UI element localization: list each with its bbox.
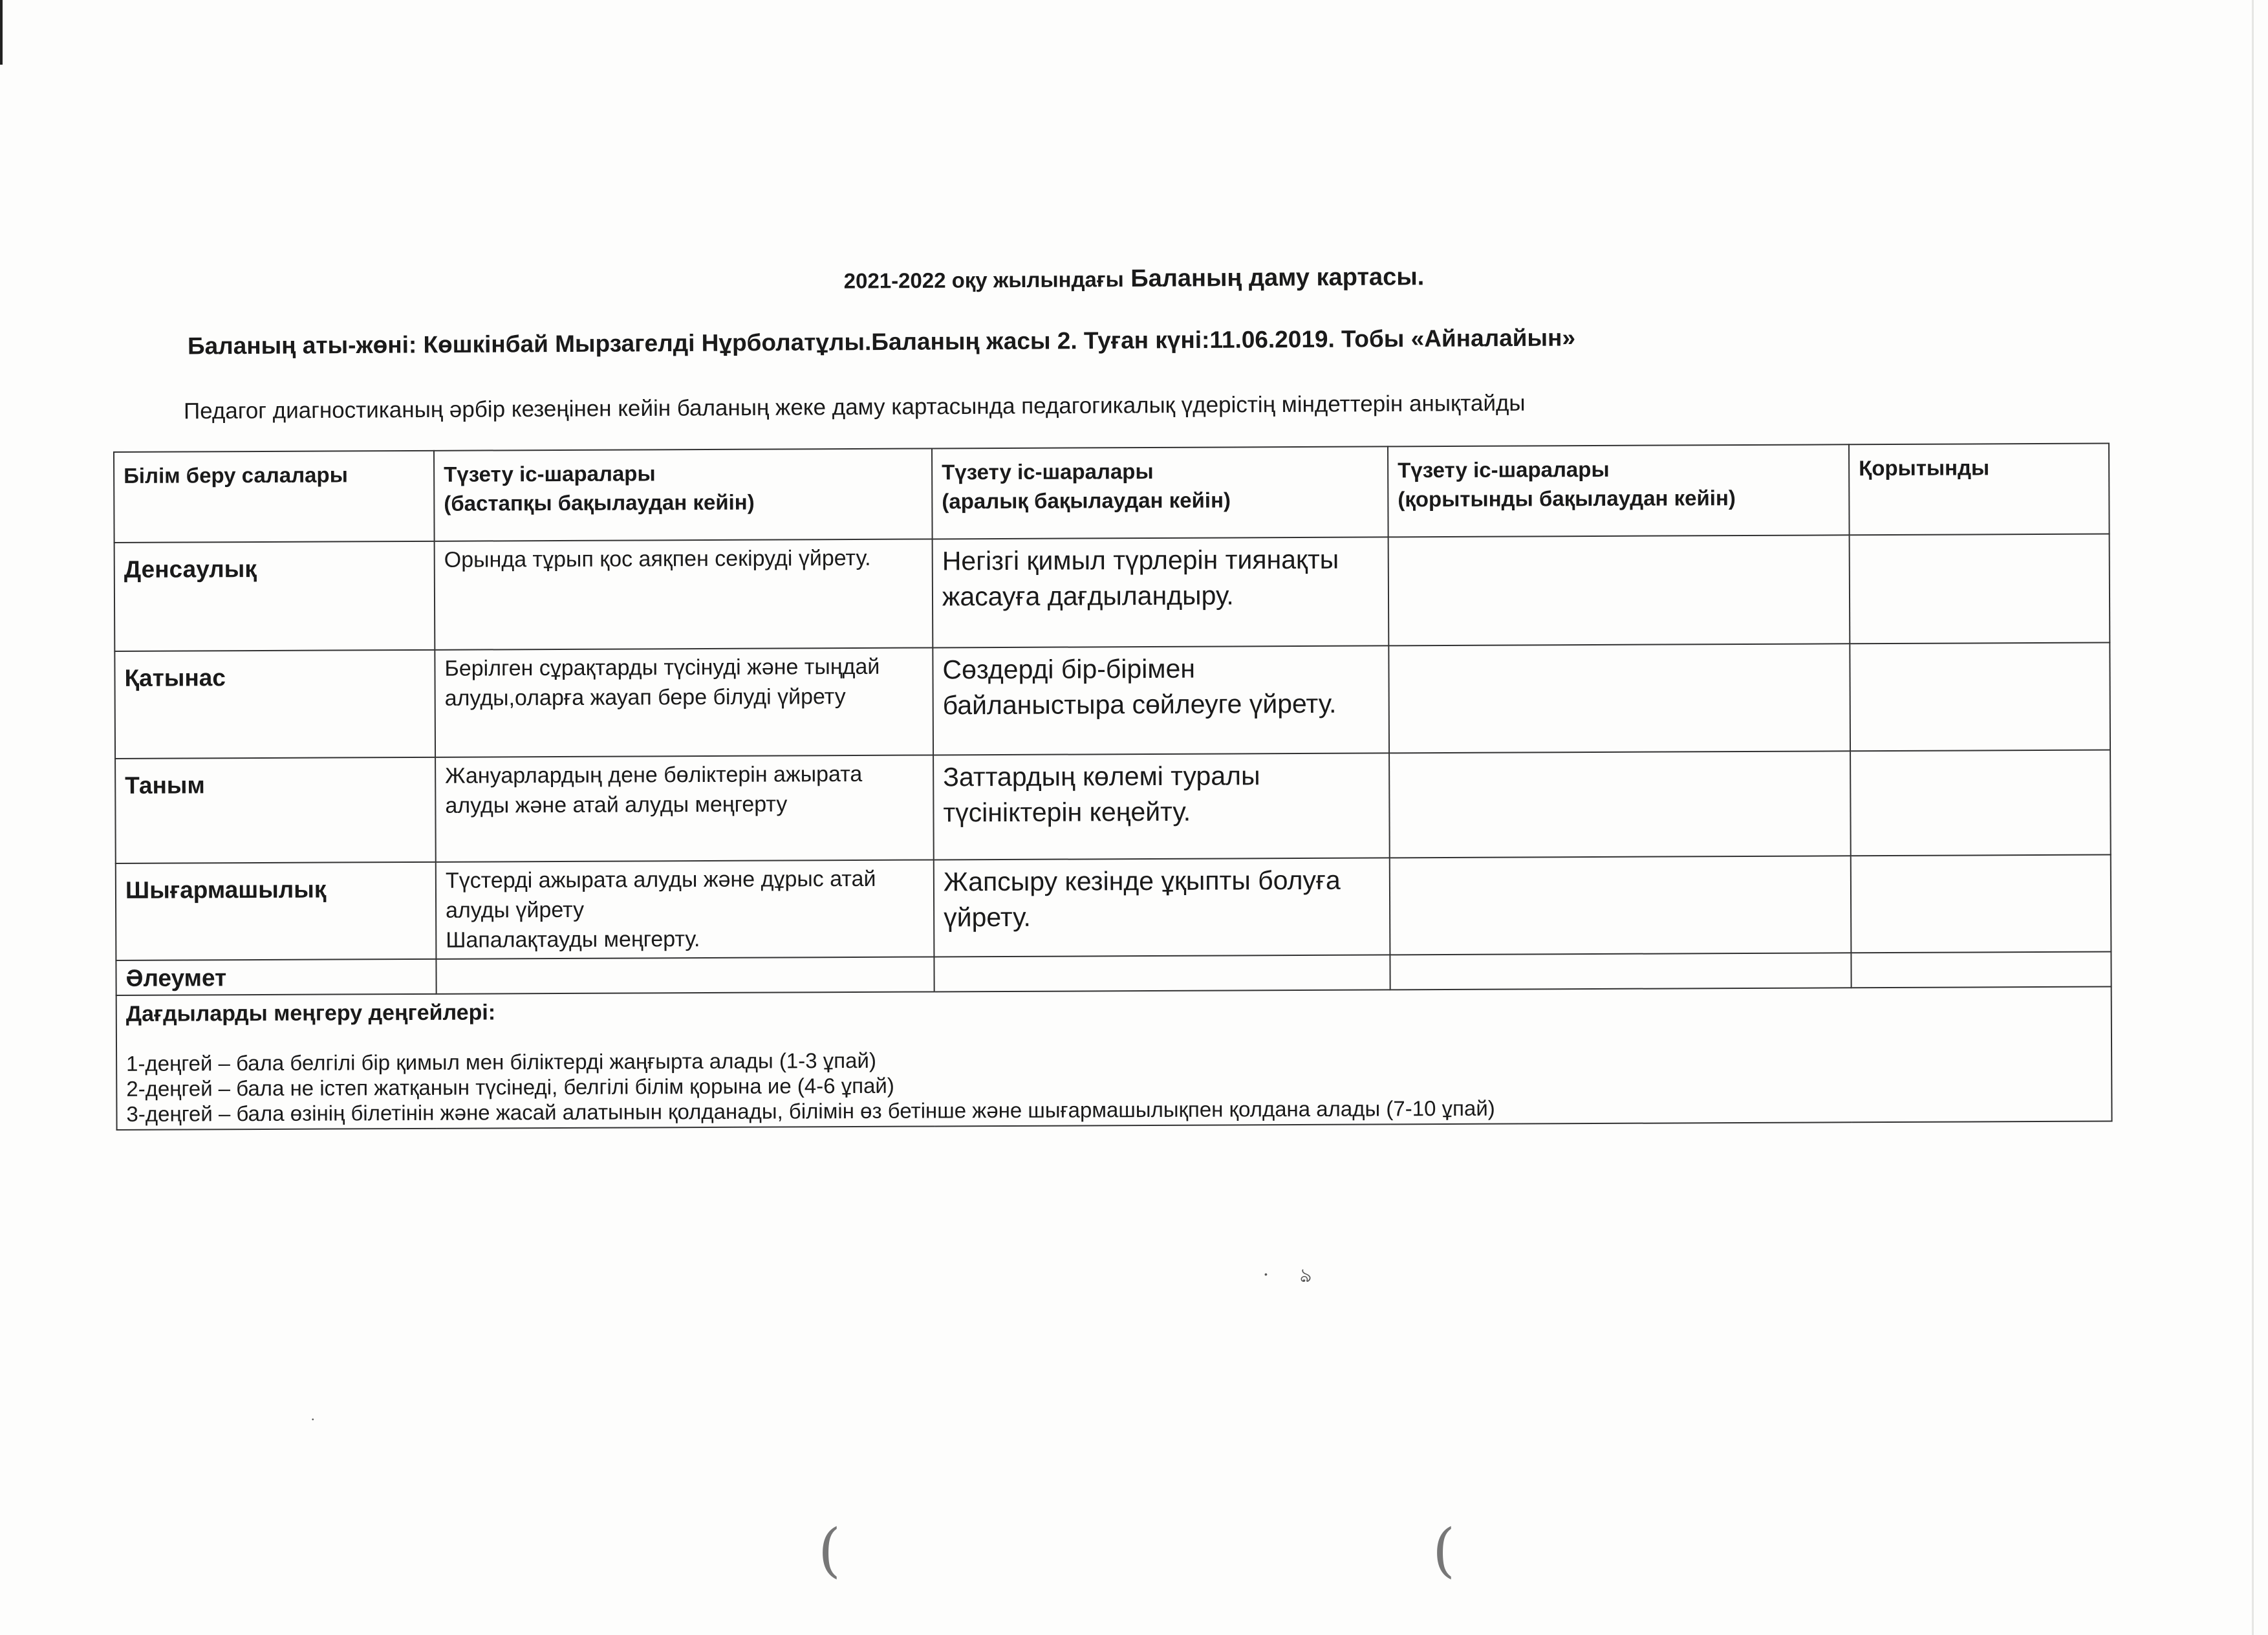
table-header-row (114, 444, 2110, 543)
table-row (114, 534, 2110, 651)
intermediate-cell: Сөздерді бір-бірімен байланыстыра сөйлеуге үйрету. (933, 645, 1389, 755)
level-item: 3-деңгей – бала өзінің білетінін және жасай алатынын қолданады, білімін өз бетінше және шығармашылықпен қолдана алады (7-10 ұпай) (126, 1096, 1495, 1126)
result-cell (1850, 534, 2110, 644)
column-header-areas: Білім беру салалары (114, 451, 435, 543)
ink-speck: ঌ (1300, 1265, 1312, 1286)
ink-dot: • (312, 1416, 314, 1424)
punch-hole-mark-right: ( (1432, 1517, 1456, 1585)
intermediate-cell (934, 955, 1390, 991)
intermediate-cell: Жапсыру кезінде ұқыпты болуға үйрету. (934, 858, 1390, 957)
final-cell (1389, 751, 1851, 858)
initial-cell: Жануарлардың дене бөліктерін ажырата алуды және атай алуды меңгерту (435, 755, 934, 861)
punch-hole-mark-left: ( (818, 1517, 841, 1585)
result-cell (1850, 750, 2111, 856)
title-year: 2021-2022 оқу жылындағы (843, 267, 1124, 293)
development-table (113, 443, 2113, 1131)
level-item: 2-деңгей – бала не істеп жатқанын түсінеді, белгілі білім қорына ие (4-6 ұпай) (126, 1073, 894, 1101)
levels-cell (116, 986, 2112, 1129)
child-info: Баланың аты-жөні: Көшкінбай Мырзагелді Нұрболатұлы.Баланың жасы 2. Туған күні:11.06.2019. Тобы «Айналайын» (187, 324, 1576, 360)
result-cell (1850, 643, 2110, 752)
area-cell: Әлеумет (116, 959, 436, 995)
intermediate-cell: Негізгі қимыл түрлерін тиянақты жасауға дағдыландыру. (933, 537, 1389, 647)
column-header-final: Түзету іс-шаралары (қорытынды бақылаудан кейін) (1388, 444, 1850, 537)
final-cell (1390, 856, 1852, 955)
ink-dot: • (1264, 1269, 1268, 1279)
column-header-intermediate: Түзету іс-шаралары (аралық бақылаудан кейін) (932, 446, 1388, 539)
table-row (114, 643, 2110, 759)
title-text: Баланың даму картасы. (1130, 263, 1425, 293)
scan-edge-mark (0, 0, 3, 65)
area-cell: Шығармашылық (116, 862, 437, 960)
final-cell (1388, 644, 1850, 753)
table-row (115, 750, 2111, 863)
result-cell (1851, 952, 2111, 988)
table-row (116, 855, 2111, 960)
result-cell (1851, 855, 2111, 953)
intermediate-cell: Заттардың көлемі туралы түсініктерін кеңейту. (933, 753, 1390, 860)
area-cell: Денсаулық (114, 541, 435, 651)
levels-row (116, 986, 2112, 1129)
initial-cell: Түстерді ажырата алуды және дұрыс атай алуды үйрету Шапалақтауды меңгерту. (436, 860, 934, 958)
final-cell (1388, 535, 1850, 645)
initial-cell (436, 957, 934, 993)
area-cell: Таным (115, 757, 436, 863)
column-header-result: Қорытынды (1849, 444, 2110, 536)
subtitle: Педагог диагностиканың әрбір кезеңінен кейін баланың жеке даму картасында педагогикалық үдерістің міндеттерін анықтайды (183, 390, 1526, 424)
initial-cell: Орында тұрып қос аяқпен секіруді үйрету. (435, 539, 933, 649)
level-item: 1-деңгей – бала белгілі бір қимыл мен біліктерді жаңғырта алады (1-3 ұпай) (126, 1048, 876, 1076)
final-cell (1390, 953, 1851, 990)
column-header-initial: Түзету іс-шаралары (бастапқы бақылаудан кейін) (434, 448, 933, 541)
area-cell: Қатынас (114, 650, 435, 759)
scan-right-edge (2252, 0, 2254, 1635)
page-title (0, 258, 2268, 299)
initial-cell: Берілген сұрақтарды түсінуді және тыңдай алуды,оларға жауап бере білуді үйрету (435, 647, 933, 757)
development-table-wrapper (113, 443, 2111, 1131)
levels-heading: Дағдыларды меңгеру деңгейлері: (125, 1000, 496, 1026)
